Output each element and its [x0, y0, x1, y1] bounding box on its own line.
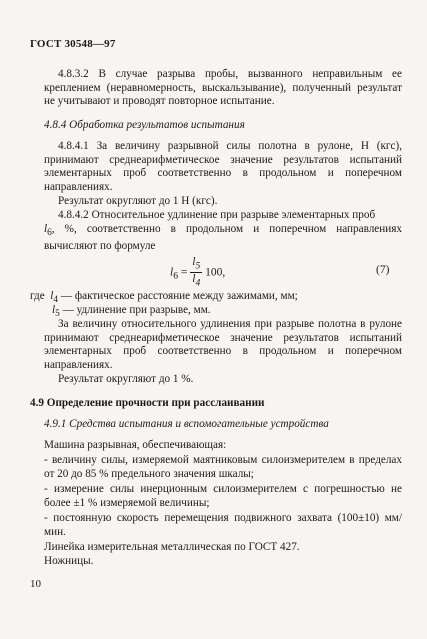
machine-item-inertial-meter: - измерение силы инерционным силоизмерителем с погрешностью не более ±1 % измеряемой величины;	[44, 483, 402, 509]
denominator-subscript: 4	[195, 277, 201, 289]
formula-lhs-subscript: 6	[173, 270, 178, 282]
formula-numerator	[190, 256, 202, 273]
paragraph-round-newton: Результат округляют до 1 Н (кгс).	[58, 195, 218, 207]
section-4-9-heading: 4.9 Определение прочности при расслаивании	[30, 397, 265, 409]
document-header: ГОСТ 30548—97	[30, 38, 116, 50]
section-4-8-4-heading: 4.8.4 Обработка результатов испытания	[44, 119, 245, 131]
numerator-var: l	[192, 256, 196, 268]
where-var-1: l	[50, 290, 54, 302]
formula-denominator	[190, 273, 202, 289]
paragraph-4-8-4-1: 4.8.4.1 За величину разрывной силы полотна в рулоне, Н (кгс), принимают среднеарифметическое значение результатов испытаний элементарных проб соответственно в продольном и поперечном направлениях.	[44, 140, 402, 193]
scissors-line: Ножницы.	[44, 555, 94, 567]
paragraph-average-elongation: За величину относительного удлинения при разрыве полотна в рулоне принимают среднеарифметическое значение результатов испытаний элементарных проб соответственно в продольном и поперечном направлениях.	[44, 318, 402, 371]
formula-7	[170, 256, 290, 289]
equation-number: (7)	[376, 264, 390, 276]
machine-item-speed: - постоянную скорость перемещения подвижного захвата (100±10) мм/мин.	[44, 512, 402, 538]
machine-item-force-range: - величину силы, измеряемой маятниковым силоизмерителем в пределах от 20 до 85 % предельного значения шкалы;	[44, 454, 402, 480]
variable-l6-subscript: 6	[47, 227, 52, 238]
denominator-var: l	[192, 273, 196, 286]
where-var-2: l	[52, 304, 56, 316]
machine-intro: Машина разрывная, обеспечивающая:	[44, 439, 227, 451]
section-4-9-1-heading: 4.9.1 Средства испытания и вспомогательные устройства	[44, 418, 329, 430]
numerator-subscript: 5	[195, 260, 201, 272]
ruler-line: Линейка измерительная металлическая по ГОСТ 427.	[44, 541, 300, 553]
formula-equals: =	[180, 266, 188, 279]
page-number: 10	[30, 578, 41, 590]
where-var-1-subscript: 4	[53, 295, 59, 306]
paragraph-4-8-4-2-start: 4.8.4.2 Относительное удлинение при разрыве элементарных проб	[58, 209, 376, 221]
formula-lhs: l	[170, 266, 174, 279]
variable-l6: l	[44, 222, 48, 235]
paragraph-4-8-4-2	[44, 209, 402, 254]
formula-tail: 100,	[205, 266, 226, 279]
where-var-2-subscript: 5	[55, 309, 60, 320]
formula-fraction	[190, 256, 202, 290]
where-label: где	[30, 290, 45, 302]
paragraph-round-percent: Результат округляют до 1 %.	[58, 373, 194, 385]
paragraph-4-8-3-2: 4.8.3.2 В случае разрыва пробы, вызванного неправильным ее креплением (неравномерность, выскальзывание), полученный результат не учитывают и проводят повторное испытание.	[44, 68, 402, 108]
paragraph-4-8-4-2-end: , %, соответственно в продольном и поперечном направлениях вычисляют по формуле	[44, 222, 402, 253]
where-desc-2: — удлинение при разрыве, мм.	[62, 304, 211, 316]
where-desc-1: — фактическое расстояние между зажимами, мм;	[60, 290, 298, 302]
